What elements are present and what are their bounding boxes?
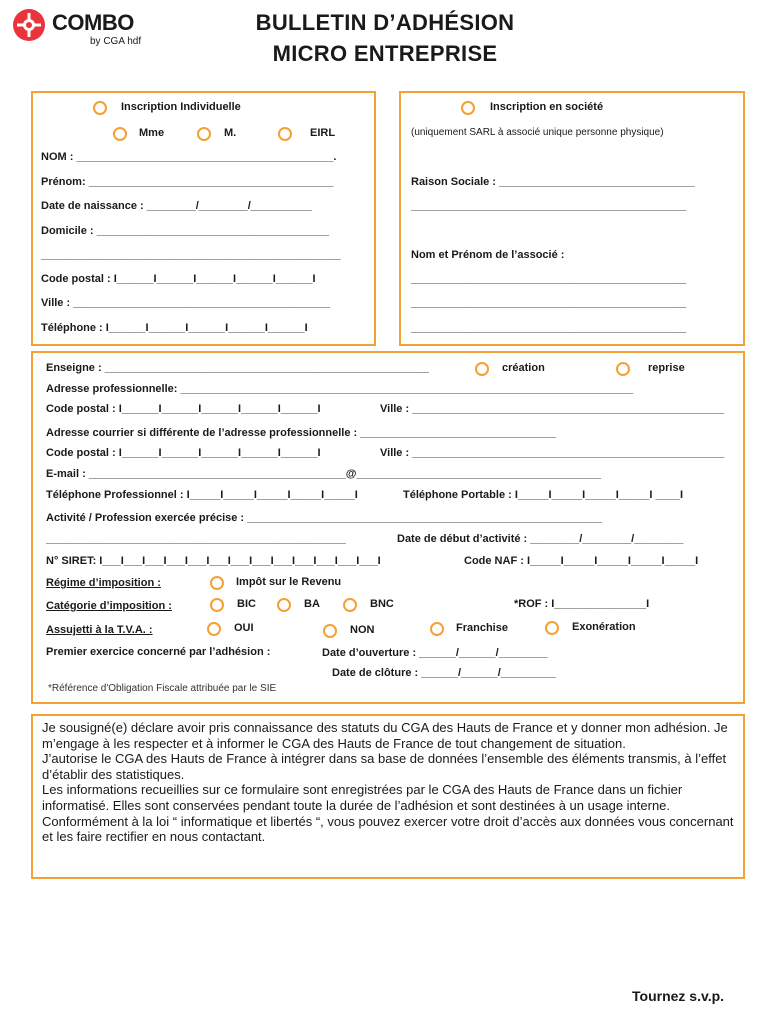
field-raison-line2[interactable]: _____________________________________________: [411, 200, 687, 212]
declaration-paragraph: Les informations recueillies sur ce formulaire sont enregistrées par le CGA des Hauts de France dans un fichier informatisé. Elles sont conservées pendant toute la durée de l’adhésion et sont destinées à un usage interne.: [42, 782, 683, 813]
field-tel-portable[interactable]: Téléphone Portable : I_____I_____I_____I_____I ____I: [403, 489, 684, 501]
field-associe-line1[interactable]: _____________________________________________: [411, 273, 687, 285]
field-rof[interactable]: *ROF : I_______________I: [514, 598, 650, 610]
field-date-ouverture[interactable]: Date d’ouverture : ______/______/________: [322, 647, 548, 659]
field-enseigne[interactable]: Enseigne : _____________________________________________________: [46, 362, 429, 374]
field-raison-sociale[interactable]: Raison Sociale : ________________________________: [411, 176, 695, 188]
field-adresse-pro[interactable]: Adresse professionnelle: __________________________________________________________________________: [46, 383, 634, 395]
field-activite-line2[interactable]: _________________________________________________: [46, 533, 346, 545]
civility-m-label: M.: [224, 127, 237, 139]
combo-logo-icon: [12, 8, 46, 42]
tva-oui-label: OUI: [234, 622, 254, 634]
categorie-ba-radio[interactable]: [277, 598, 291, 612]
logo: [12, 8, 162, 50]
field-siret[interactable]: N° SIRET: I___I___I___I___I___I___I___I___I___I___I___I___I___I: [46, 555, 381, 567]
tva-label: Assujetti à la T.V.A. :: [46, 624, 153, 636]
field-associe-line2[interactable]: _____________________________________________: [411, 297, 687, 309]
reprise-label: reprise: [648, 362, 685, 374]
declaration-paragraph: Conformément à la loi “ informatique et libertés “, vous pouvez exercer votre droit d’accès aux données vous concernant et les faire rectifier en nous contactant.: [42, 813, 734, 845]
field-adresse-courrier[interactable]: Adresse courrier si différente de l’adresse professionnelle : ________________________________: [46, 427, 556, 439]
field-date-cloture[interactable]: Date de clôture : ______/______/_________: [332, 667, 556, 679]
field-code-postal[interactable]: Code postal : I______I______I______I______I______I: [41, 273, 316, 285]
reprise-radio[interactable]: [616, 362, 630, 376]
field-code-naf[interactable]: Code NAF : I_____I_____I_____I_____I_____I: [464, 555, 699, 567]
field-domicile-line2[interactable]: _________________________________________________: [41, 249, 341, 261]
field-date-debut[interactable]: Date de début d’activité : ________/________/________: [397, 533, 684, 545]
categorie-label: Catégorie d’imposition :: [46, 600, 172, 612]
tva-non-label: NON: [350, 624, 375, 636]
field-ville[interactable]: Ville : __________________________________________: [41, 297, 331, 309]
footer-turn-page: Tournez s.v.p.: [632, 988, 725, 1004]
page-title-line1: BULLETIN D’ADHÉSION: [255, 10, 515, 35]
company-heading: Inscription en société: [490, 101, 604, 113]
field-tel-pro[interactable]: Téléphone Professionnel : I_____I_____I_____I_____I_____I: [46, 489, 358, 501]
field-prenom[interactable]: Prénom: ________________________________________: [41, 176, 334, 188]
regime-ir-radio[interactable]: [210, 576, 224, 590]
declaration-paragraph: Je sousigné(e) déclare avoir pris connaissance des statuts du CGA des Hauts de France et y donner mon adhésion. Je m’engage à les respecter et à informer le CGA des Hauts de France de tout changement de situation.: [42, 720, 728, 751]
categorie-bnc-label: BNC: [370, 598, 394, 610]
tva-oui-radio[interactable]: [207, 622, 221, 636]
creation-label: création: [502, 362, 545, 374]
regime-label: Régime d’imposition :: [46, 577, 161, 589]
categorie-bic-label: BIC: [237, 598, 256, 610]
individual-heading: Inscription Individuelle: [121, 101, 241, 113]
field-cp-courrier[interactable]: Code postal : I______I______I______I______I______I: [46, 447, 321, 459]
page-title-line2: MICRO ENTREPRISE: [272, 41, 498, 66]
civility-eirl-radio[interactable]: [278, 127, 292, 141]
field-domicile[interactable]: Domicile : ______________________________________: [41, 225, 330, 237]
field-cp-pro[interactable]: Code postal : I______I______I______I______I______I: [46, 403, 321, 415]
company-note: (uniquement SARL à associé unique personne physique): [411, 127, 664, 138]
field-date-naissance[interactable]: Date de naissance : ________/________/__________: [41, 200, 312, 212]
creation-radio[interactable]: [475, 362, 489, 376]
field-associe-line3[interactable]: _____________________________________________: [411, 322, 687, 334]
categorie-bic-radio[interactable]: [210, 598, 224, 612]
regime-ir-label: Impôt sur le Revenu: [236, 576, 342, 588]
categorie-ba-label: BA: [304, 598, 320, 610]
individual-radio[interactable]: [93, 101, 107, 115]
tva-exoneration-label: Exonération: [572, 621, 636, 633]
field-activite[interactable]: Activité / Profession exercée précise : __________________________________________________________: [46, 512, 602, 524]
categorie-bnc-radio[interactable]: [343, 598, 357, 612]
premier-exercice-label: Premier exercice concerné par l’adhésion :: [46, 646, 271, 658]
company-radio[interactable]: [461, 101, 475, 115]
field-telephone[interactable]: Téléphone : I______I______I______I______I______I: [41, 322, 308, 334]
field-nom[interactable]: NOM : __________________________________________.: [41, 151, 337, 163]
tva-franchise-label: Franchise: [456, 622, 508, 634]
associe-label: Nom et Prénom de l’associé :: [411, 249, 565, 261]
civility-mme-label: Mme: [139, 127, 165, 139]
civility-eirl-label: EIRL: [310, 127, 336, 139]
field-ville-courrier[interactable]: Ville : ___________________________________________________: [380, 447, 725, 459]
civility-mme-radio[interactable]: [113, 127, 127, 141]
field-ville-pro[interactable]: Ville : ___________________________________________________: [380, 403, 725, 415]
declaration-paragraph: J’autorise le CGA des Hauts de France à intégrer dans sa base de données l’ensemble des éléments transmis, à l’effet d’établir des statistiques.: [42, 751, 727, 782]
field-email[interactable]: E-mail : __________________________________________@________________________________________: [46, 468, 602, 480]
rof-footnote: *Référence d'Obligation Fiscale attribuée par le SIE: [48, 683, 277, 694]
declaration-text: [42, 720, 742, 845]
logo-subtitle: by CGA hdf: [90, 36, 142, 47]
logo-brand: COMBO: [52, 10, 134, 35]
tva-exoneration-radio[interactable]: [545, 621, 559, 635]
civility-m-radio[interactable]: [197, 127, 211, 141]
tva-non-radio[interactable]: [323, 624, 337, 638]
tva-franchise-radio[interactable]: [430, 622, 444, 636]
